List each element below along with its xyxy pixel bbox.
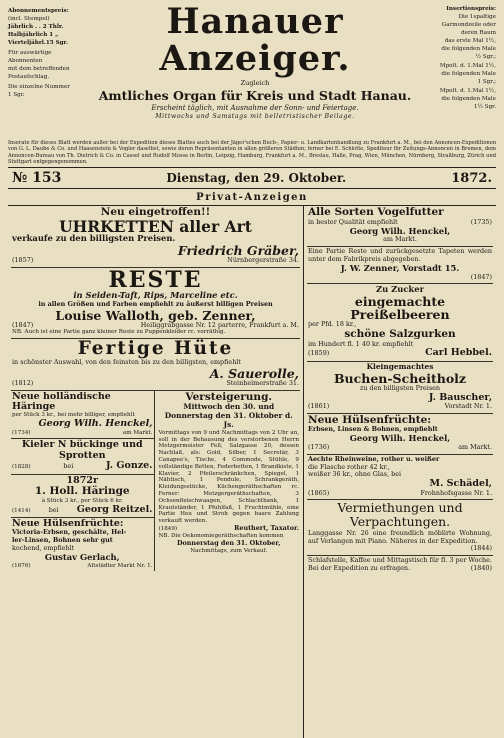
ad-advertiser: Gustav Gerlach, — [44, 551, 120, 562]
ad-advertiser: Louise Walloth, geb. Zenner, — [55, 307, 256, 323]
insertion-line: Die 1spaltige — [458, 13, 496, 20]
ad-body: Eine Partie Reste und zurückgesetzte Tapeten werden unter dem Fabrikpreis abgegeben. — [308, 247, 492, 264]
ad-code: (1859) — [308, 349, 330, 358]
insertion-line: Garmondzeile oder — [441, 21, 496, 28]
ad-vogelfutter — [307, 206, 493, 247]
ad-text: in Seiden-Taft, Rips, Marceline etc. — [73, 290, 238, 301]
ad-uhrketten — [11, 206, 300, 268]
ad-advertiser: J. Bauscher, — [428, 391, 492, 403]
ad-text: im Hundert fl. 1 40 kr. empfiehlt — [308, 339, 414, 348]
ad-text: per Pfd. 18 kr., — [308, 320, 357, 329]
ad-text: bei — [63, 462, 74, 471]
left-column — [8, 206, 304, 738]
subscription-line: Jährlich . . 2 Thlr. — [8, 23, 64, 30]
ad-huelsenfruechte-2 — [307, 414, 493, 455]
ad-advertiser: Georg Wilh. Henckel, — [38, 418, 153, 430]
ad-address: Altstädter Markt Nr. 1. — [87, 562, 153, 569]
ad-code: (1847) — [12, 320, 34, 329]
section-title: Privat-Anzeigen — [196, 192, 308, 204]
ad-headline: Neue Hülsenfrüchte: — [308, 413, 432, 426]
ad-text: Erbsen, Linsen & Bohnen, empfiehlt — [308, 425, 438, 434]
right-subcolumn — [154, 391, 301, 572]
ad-headline: Verpachtungen. — [349, 513, 451, 529]
ad-code: (1735) — [470, 217, 492, 226]
ad-haeringe — [11, 391, 154, 440]
ad-text: ler-Linsen, Bohnen sehr gut — [12, 536, 113, 545]
ad-display-line: schöne Salzgurken — [344, 328, 456, 341]
ad-code: (1849) — [158, 526, 178, 533]
ad-address: am Markt. — [122, 429, 153, 436]
zugleich-label: Zugleich — [240, 78, 270, 87]
ad-columns — [8, 205, 496, 738]
ad-headline: Versteigerung. — [185, 390, 273, 403]
subscription-line: Die einzelne Nummer — [8, 83, 70, 90]
ad-headline: 1872r — [66, 474, 98, 486]
insertion-line: die folgenden Male — [441, 70, 496, 77]
subscription-line: 1 Sgr. — [8, 91, 25, 98]
ad-text: Victoria-Erbsen, geschälte, Hel- — [12, 528, 127, 537]
ad-note: NB. Die Oekonomiegeräthschaften kommen — [158, 532, 284, 539]
ad-address: Vorstadt Nr. 1. — [444, 402, 492, 411]
organ-subtitle: Amtliches Organ für Kreis und Stadt Hanau. — [98, 87, 412, 103]
ad-code: (1861) — [308, 402, 330, 411]
right-column — [304, 206, 496, 738]
ad-text: verkaufe zu den billigsten Preisen. — [12, 233, 176, 244]
ad-text: Mittwoch den 30. und — [183, 402, 275, 412]
ad-code: (1736) — [308, 442, 330, 451]
ad-address: Steinheimerstraße 31. — [226, 378, 299, 387]
ad-code: (1857) — [12, 256, 34, 265]
ad-advertiser: A. Sauerolle, — [209, 365, 299, 381]
ad-headline: Alle Sorten Vogelfutter — [308, 206, 444, 219]
inserate-notice: Inserate für dieses Blatt werden außer bei der Expedition dieses Blattes auch bei der Jäger'schen Buch-, Papier- u. Landkartenhandlung zu Frankfurt a. M., bei den Annoncen-Expeditionen von G. L. Daube & Co. und Haasenstein & Vogler daselbst, sowie deren Repräsentanten in allen größeren Städten; ferner bei E. Schlotte, Spediteur für Zeitungs-Annoncen in Bremen, dem Annoncen-Bureau von Th. Dietrich & Co. in Cassel und Rudolf Mosse in Berlin, Leipzig, Hamburg, Frankfurt a. M., Breslau, Halle, Prag, Wien, München, Nürnberg, Straßburg, Zürich und Stuttgart entgegengenommen. — [8, 140, 496, 166]
ad-advertiser: J. W. Zenner, Vorstadt 15. — [340, 262, 460, 273]
ad-versteigerung — [158, 391, 301, 557]
ad-headline: Neue Hülsenfrüchte: — [12, 518, 124, 530]
ad-text: à Stück 3 kr., per Stück 6 kr. — [41, 497, 123, 504]
subscription-heading: Abonnementspreis: — [8, 8, 69, 14]
ad-display-line: RESTE — [108, 267, 203, 294]
insertion-line: die folgenden Male — [441, 95, 496, 102]
ad-schlafstelle — [307, 556, 493, 575]
ad-headline: Kieler N bückinge und — [21, 439, 143, 451]
insertion-line: die folgenden Male — [441, 45, 496, 52]
insertion-line: das erste Mal 1½, — [444, 37, 496, 44]
ad-address: Frohnhofsgasse Nr. 1. — [420, 488, 492, 497]
ad-tapeten — [307, 247, 493, 284]
ad-code: (1828) — [12, 464, 31, 471]
ad-advertiser: Carl Hebbel. — [425, 347, 492, 359]
insertion-line: Mpolt. d. 1.Mal 1½, — [439, 87, 496, 94]
issue-year: 1872. — [451, 171, 492, 187]
ad-text: Donnerstag den 31. Oktober d. Js. — [164, 410, 293, 429]
ad-code: (1865) — [308, 488, 330, 497]
ad-text: weißer 36 kr., ohne Glas, bei — [308, 470, 402, 479]
ad-advertiser: Georg Reitzel. — [76, 503, 153, 515]
ad-vermiethungen — [307, 500, 493, 556]
ad-address: Nürnbergerstraße 34. — [227, 256, 299, 265]
ad-advertiser: J. Gonze. — [106, 460, 153, 472]
subscription-line: Abonnenten — [8, 57, 43, 64]
ad-text: per Stück 3 kr., bei mehr billiger, empfiehlt — [12, 412, 135, 419]
subscription-line: Halbjährlich 1 „ — [8, 31, 59, 38]
ad-display-line: UHRKETTEN aller Art — [59, 216, 252, 236]
ad-headline: Neue holländische Häringe — [12, 390, 111, 412]
ad-huete — [11, 339, 300, 390]
ad-text: bei — [48, 505, 59, 514]
ad-text: in bester Qualität empfiehlt — [308, 217, 398, 226]
ad-body: Vormittags von 9 und Nachmittags von 2 Uhr an, soll in der Behausung des verstorbenen Herrn Metzgermeister Fell, Salzgasse 20, dessen Nachlaß, als: Gold, Silber, 1 Secretär, 3 Canapee's, Tische, 4 Commode, Stühle, 9 vollständige Betten, Federbetten, 1 Brandkiste, 1 Klavier, 2 Pfeilerschränkchen, Spiegel, 1 Nähtisch, 1 Pendule, Schrankgeräth, Kleidungsstücke, Küchengeräthschaften rc. Ferner: Metzgergeräthschaften, 3 Ochsenfleischwaagen, Schlachtbank, 1 Krautständer, 1 Pfuhlfaß, 1 Fruchtmühle, eine Partie Heu und Stroh gegen baare Zahlung verkauft werden. — [158, 429, 299, 525]
ad-address: Heiliggrabgasse Nr. 12 parterre, Frankfurt a. M. — [140, 320, 299, 329]
ad-rheinwein — [307, 455, 493, 501]
ad-reste — [11, 268, 300, 339]
ad-code: (1734) — [12, 429, 31, 436]
ad-code: (1844) — [470, 544, 492, 553]
ad-text: zu den billigsten Preisen — [359, 383, 441, 392]
ad-holl-haeringe — [11, 475, 154, 518]
ad-advertiser: Reuthert, Taxator. — [234, 524, 299, 533]
ad-text: die Flasche rother 42 kr., — [308, 462, 390, 471]
masthead-center — [84, 1, 426, 120]
subscription-line: Für auswärtige — [8, 49, 52, 56]
ad-advertiser: Friedrich Gräber, — [177, 243, 299, 259]
ad-code: (1847) — [470, 272, 492, 281]
left-split-area — [11, 391, 300, 572]
left-subcolumn — [11, 391, 154, 572]
ad-body: Langgasse Nr. 26 eine freundlich möblirte Wohnung, auf Verlangen mit Piano. Näheres in der Expedition. — [308, 528, 492, 545]
ad-bueckinge — [11, 439, 154, 474]
insertion-price-info — [426, 4, 496, 112]
insertion-line: Mpolt. d. 1.Mal 1½, — [439, 62, 496, 69]
newspaper-title: Hanauer Anzeiger. — [159, 1, 351, 79]
insertion-line: 1 Sgr.; — [477, 78, 496, 85]
ad-code: (1812) — [12, 378, 34, 387]
masthead — [8, 1, 496, 136]
ad-buchenholz — [307, 362, 493, 414]
ad-text: in allen Größen und Farben empfiehlt zu äußerst billigen Preisen — [38, 299, 273, 308]
ad-huelsenfruechte — [11, 518, 154, 571]
ad-advertiser: Georg Wilh. Henckel, — [349, 433, 451, 444]
insertion-heading: Insertionspreis: — [446, 6, 496, 12]
ad-text: Zu Zucker — [376, 284, 424, 295]
subscription-info — [8, 4, 84, 100]
ad-address: am Markt. — [383, 235, 417, 244]
ad-headline: Vermiethungen und — [337, 500, 463, 516]
ad-text: kochend, empfiehlt — [12, 544, 75, 553]
ad-display-line: Buchen-Scheitholz — [333, 370, 467, 386]
ad-text: Bei der Expedition zu erfragen. — [308, 563, 410, 572]
issue-number: № 153 — [12, 170, 62, 187]
ad-code: (1676) — [12, 562, 31, 569]
ad-headline: 1. Holl. Häringe — [34, 485, 130, 498]
subscription-line: (incl. Stempel) — [8, 15, 50, 22]
ad-headline: Sprotten — [58, 449, 106, 461]
ad-body: Schlafstelle, Kaffee und Mittagstisch für fl. 3 per Woche. — [308, 556, 492, 565]
subscription-line: Postaufschlag. — [8, 73, 50, 80]
ad-headline: Kleingemachtes — [366, 361, 434, 371]
ad-note: Donnerstag den 31. Oktober, — [176, 538, 281, 547]
dateline — [8, 167, 496, 189]
ad-advertiser: M. Schädel, — [429, 478, 492, 490]
ad-headline: Aechte Rheinweine, rother u. weißer — [308, 454, 440, 463]
ad-code: (1840) — [470, 563, 492, 572]
subscription-line: mit dem betreffenden — [8, 65, 70, 72]
ad-display-line: Fertige Hüte — [77, 338, 234, 360]
ad-code: (1414) — [12, 507, 31, 514]
insertion-line: 1½ Sgr. — [473, 103, 496, 110]
ad-text: in schönster Auswahl, von den feinsten bis zu den billigsten, empfiehlt — [12, 357, 241, 366]
ad-preisselbeeren — [307, 284, 493, 362]
ad-headline: eingemachte Preißelbeeren — [350, 294, 450, 323]
ad-advertiser: Georg Wilh. Henckel, — [349, 225, 451, 236]
ad-address: am Markt. — [458, 442, 492, 451]
publication-schedule: Erscheint täglich, mit Ausnahme der Sonn- und Feiertage. — [151, 103, 359, 112]
subscription-line: Vierteljährl.15 Sgr. — [8, 39, 68, 46]
ad-headline: Neu eingetroffen!! — [100, 206, 211, 219]
supplement-note: Mittwochs und Samstags mit belletristischer Beilage. — [155, 112, 355, 120]
ad-note: Nachmittags, zum Verkauf. — [190, 547, 268, 554]
issue-date: Dienstag, den 29. Oktober. — [166, 171, 347, 186]
insertion-line: deren Raum — [461, 29, 496, 36]
insertion-line: ½ Sgr.; — [475, 53, 496, 60]
ad-note: NB. Auch ist eine Partie ganz kleiner Reste zu Puppenkleider rc. vorräthig. — [12, 329, 226, 336]
